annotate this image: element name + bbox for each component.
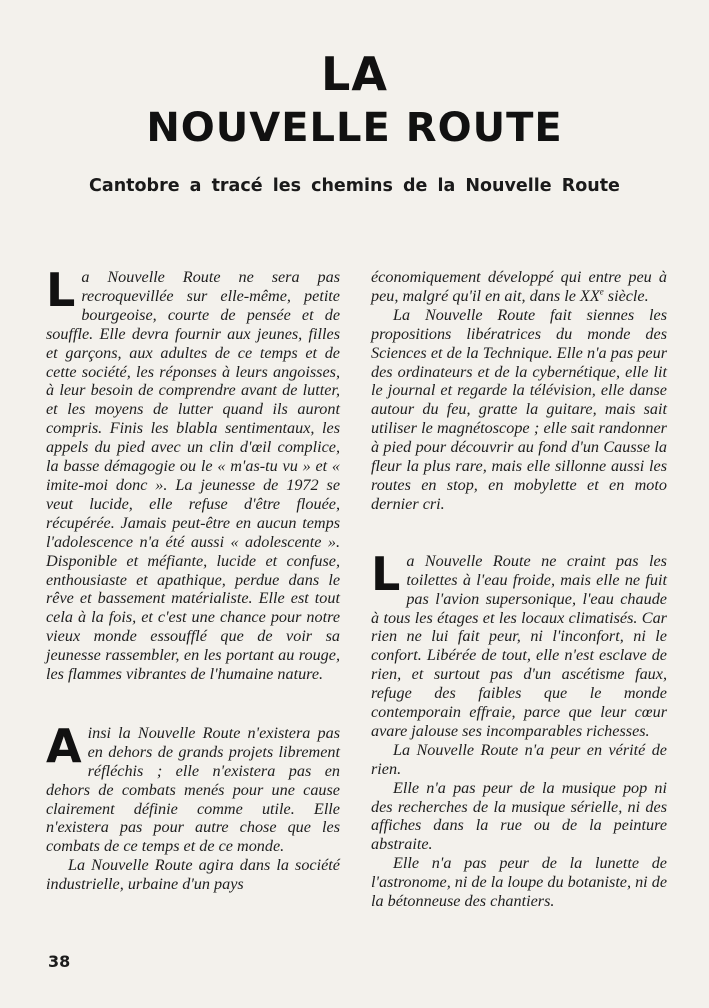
paragraph-sciences: La Nouvelle Route fait siennes les propositions libératrices du monde des Sciences et de la Technique. Elle n'a pas peur des ordinateurs et de la cybernétique, elle lit le journal et regarde la télévision, elle danse autour du feu, gratte la guitare, mais sait utiliser le magnétoscope ; elle sait randonner à pied pour découvrir au fond d'un Causse la fleur la plus rare, mais elle sillonne aussi les routes en stop, en mobylette et en moto dernier cri. [371,305,667,513]
paragraph-2-text: insi la Nouvelle Route n'existera pas en dehors de grands projets librement réfléchis ; elle n'existera pas en dehors de combats menés pour une cause clairement définie comme utile. Elle n'existera pas pour autre chose que les combats de ce temps et de ce monde. [46,723,340,856]
paragraph-peur: La Nouvelle Route n'a peur en vérité de rien. [371,740,667,778]
paragraph-musique: Elle n'a pas peur de la musique pop ni des recherches de la musique sérielle, ni des affiches dans la rue ou de la peinture abstraite. [371,778,667,854]
article-subtitle: Cantobre a tracé les chemins de la Nouvelle Route [89,176,620,196]
paragraph-1-text: a Nouvelle Route ne sera pas recroquevillée sur elle-même, petite bourgeoise, courte de pensée et de souffle. Elle devra fournir aux jeunes, filles et garçons, aux adultes de ce temps et de cette société, les réponses à leurs angoisses, à leur besoin de comprendre avant de lutter, et les moyens de lutter quand ils auront compris. Finis les blabla sentimentaux, les appels du pied avec un clin d'œil complice, la basse démagogie ou le « m'as-tu vu » et « imite-moi donc ». La jeunesse de 1972 se veut lucide, elle refuse d'être flouée, récupérée. Jamais peut-être en aucun temps l'adolescence n'a été aussi « adolescente ». Disponible et méfiante, lucide et confuse, enthousiaste et apathique, perdue dans le rêve et bassement matérialiste. Elle est tout cela à la fois, et c'est une chance pour notre vieux monde essoufflé que de voir sa jeunesse rassembler, en les portant au rouge, les flammes vibrantes de l'humaine nature. [46,268,340,684]
drop-cap-l: L [46,263,76,317]
paragraph-2 [46,718,340,856]
paragraph-1 [46,263,340,684]
paragraph-continued-text: économiquement développé qui entre peu à peu, malgré qu'il en ait, dans le XX [371,268,667,305]
drop-cap-a: A [46,718,82,773]
paragraph-lunette: Elle n'a pas peur de la lunette de l'astronome, ni de la loupe du botaniste, ni de la bétonneuse des chantiers. [371,854,668,911]
paragraph-continued-end: siècle. [603,286,649,305]
paragraph-confort-text: a Nouvelle Route ne craint pas les toilettes à l'eau froide, mais elle ne fuit pas l'avion supersonique, l'eau chaude à tous les étages et les locaux climatisés. Car rien ne lui fait peur, ni l'inconfort, ni le confort. Libérée de tout, elle n'est esclave de rien, et surtout pas d'un ascétisme faux, refuge des faibles que le monde contemporain effraie, parce que leur cœur avare jalouse ses incomparables richesses. [371,551,667,740]
left-text-column [46,263,340,894]
article-title-line-2: NOUVELLE ROUTE [146,105,563,151]
drop-cap-l-2: L [371,546,401,601]
right-text-column [371,268,667,911]
page-number: 38 [48,952,71,971]
century-superscript: e [599,286,604,297]
article-title-line-1: LA [321,47,388,101]
paragraph-3: La Nouvelle Route agira dans la société industrielle, urbaine d'un pays [46,856,340,894]
paragraph-confort [371,546,667,741]
paragraph-continued [371,268,667,306]
